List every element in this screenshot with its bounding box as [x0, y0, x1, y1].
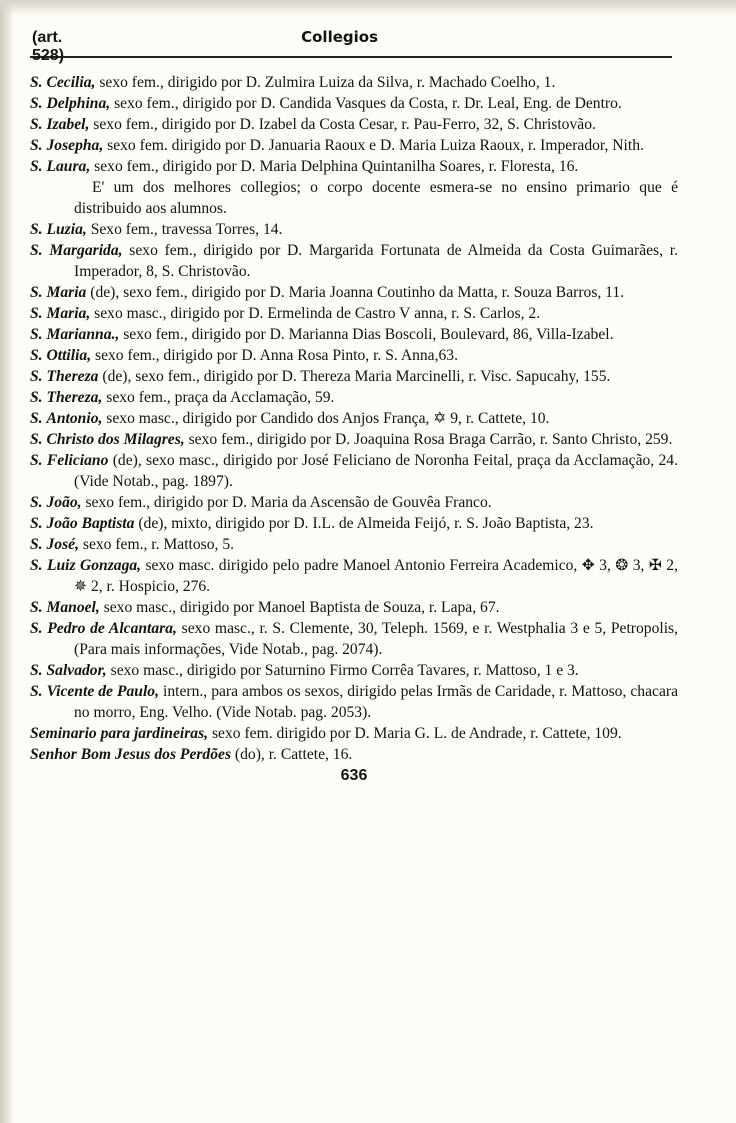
list-item: [30, 345, 678, 366]
college-name: Luzia,: [46, 221, 87, 238]
college-name: Margarida,: [49, 242, 123, 259]
college-name: Manoel,: [46, 599, 100, 616]
saint-abbreviation: S.: [30, 452, 43, 469]
college-details: sexo fem., dirigido por D. Maria da Ascensão de Gouvêa Franco.: [85, 494, 492, 511]
list-item: [30, 240, 678, 282]
scan-shadow-top: [0, 0, 736, 16]
college-name: Marianna.,: [46, 326, 120, 343]
college-name: Izabel,: [46, 116, 90, 133]
list-item: [30, 513, 678, 534]
college-details: (de), sexo fem., dirigido por D. Thereza Maria Marcinelli, r. Visc. Sapucahy, 155.: [102, 368, 611, 385]
college-details: sexo fem. dirigido por D. Januaria Raoux e D. Maria Luiza Raoux, r. Imperador, Nith.: [107, 137, 644, 154]
saint-abbreviation: S.: [30, 242, 43, 259]
college-name: Thereza: [46, 368, 99, 385]
college-name: Maria: [46, 284, 87, 301]
saint-abbreviation: S.: [30, 599, 43, 616]
list-item: [30, 114, 678, 135]
college-details: sexo fem., dirigido por D. Maria Delphina Quintanilha Soares, r. Floresta, 16.: [94, 158, 579, 175]
saint-abbreviation: S.: [30, 137, 43, 154]
saint-abbreviation: S.: [30, 557, 43, 574]
college-details: (de), sexo fem., dirigido por D. Maria Joanna Coutinho da Matta, r. Souza Barros, 11.: [90, 284, 625, 301]
saint-abbreviation: S.: [30, 410, 43, 427]
list-item: [30, 744, 678, 765]
section-title: Collegios: [301, 28, 378, 46]
college-details: sexo masc. dirigido pelo padre Manoel Antonio Ferreira Academico, ✥ 3, ❂ 3, ✠ 2, ✵ 2, r. Hospicio, 276.: [74, 557, 678, 595]
college-name: Senhor Bom Jesus dos Perdões: [30, 746, 232, 763]
college-details: sexo fem., dirigido por D. Joaquina Rosa Braga Carrão, r. Santo Christo, 259.: [188, 431, 673, 448]
college-name: Seminario para jardineiras,: [30, 725, 209, 742]
header-rule: [30, 56, 672, 58]
article-number: (art. 528): [32, 29, 65, 64]
college-details: (do), r. Cattete, 16.: [234, 746, 353, 763]
college-name: Antonio,: [46, 410, 103, 427]
entry-list: [30, 72, 678, 765]
list-item: [30, 93, 678, 114]
college-name: Feliciano: [46, 452, 109, 469]
list-item: [30, 555, 678, 597]
college-name: João,: [46, 494, 82, 511]
college-name: Josepha,: [46, 137, 104, 154]
saint-abbreviation: S.: [30, 536, 43, 553]
list-item: [30, 282, 678, 303]
college-details: sexo fem., dirigido por D. Marianna Dias Boscoli, Boulevard, 86, Villa-Izabel.: [123, 326, 614, 343]
page-number: 636: [340, 767, 368, 784]
college-name: Laura,: [46, 158, 91, 175]
saint-abbreviation: S.: [30, 389, 43, 406]
college-details: sexo fem. dirigido por D. Maria G. L. de Andrade, r. Cattete, 109.: [211, 725, 622, 742]
college-details: Sexo fem., travessa Torres, 14.: [90, 221, 283, 238]
college-details: sexo fem., dirigido por D. Izabel da Costa Cesar, r. Pau-Ferro, 32, S. Christovão.: [93, 116, 596, 133]
saint-abbreviation: S.: [30, 620, 43, 637]
saint-abbreviation: S.: [30, 221, 43, 238]
college-details: sexo fem., dirigido por D. Anna Rosa Pinto, r. S. Anna,63.: [95, 347, 458, 364]
list-item: [30, 597, 678, 618]
college-name: João Baptista: [46, 515, 135, 532]
saint-abbreviation: S.: [30, 326, 43, 343]
college-name: Cecilia,: [46, 74, 96, 91]
list-item: [30, 156, 678, 219]
saint-abbreviation: S.: [30, 74, 43, 91]
saint-abbreviation: S.: [30, 305, 43, 322]
college-name: Pedro de Alcantara,: [47, 620, 177, 637]
college-details: sexo fem., praça da Acclamação, 59.: [106, 389, 335, 406]
list-item: [30, 366, 678, 387]
college-details: sexo fem., dirigido por D. Zulmira Luiza da Silva, r. Machado Coelho, 1.: [99, 74, 556, 91]
list-item: [30, 534, 678, 555]
college-details: intern., para ambos os sexos, dirigido pelas Irmãs de Caridade, r. Mattoso, chacara no morro, Eng. Velho. (Vide Notab. pag. 2053).: [74, 683, 678, 721]
running-header: [30, 28, 678, 64]
list-item: [30, 387, 678, 408]
college-details: sexo masc., dirigido por D. Ermelinda de Castro V anna, r. S. Carlos, 2.: [94, 305, 541, 322]
list-item: [30, 135, 678, 156]
college-details: sexo fem., dirigido por D. Margarida Fortunata de Almeida da Costa Guimarães, r. Imperador, 8, S. Christovão.: [74, 242, 678, 280]
college-details: sexo masc., r. S. Clemente, 30, Teleph. 1569, e r. Westphalia 3 e 5, Petropolis, (Para mais informações, Vide Notab., pag. 2074).: [74, 620, 679, 658]
college-name: Delphina,: [46, 95, 111, 112]
saint-abbreviation: S.: [30, 116, 43, 133]
scan-shadow-left: [0, 0, 14, 1123]
saint-abbreviation: S.: [30, 368, 43, 385]
list-item: [30, 450, 678, 492]
list-item: [30, 429, 678, 450]
saint-abbreviation: S.: [30, 683, 43, 700]
saint-abbreviation: S.: [30, 347, 43, 364]
saint-abbreviation: S.: [30, 515, 43, 532]
list-item: [30, 723, 678, 744]
college-details: sexo fem., dirigido por D. Candida Vasques da Costa, r. Dr. Leal, Eng. de Dentro.: [114, 95, 622, 112]
college-name: Christo dos Milagres,: [46, 431, 185, 448]
list-item: [30, 408, 678, 429]
list-item: [30, 660, 678, 681]
saint-abbreviation: S.: [30, 284, 43, 301]
college-details: (de), mixto, dirigido por D. I.L. de Almeida Feijó, r. S. João Baptista, 23.: [138, 515, 594, 532]
college-details: sexo masc., dirigido por Manoel Baptista de Souza, r. Lapa, 67.: [103, 599, 500, 616]
list-item: [30, 303, 678, 324]
college-details: sexo masc., dirigido por Candido dos Anjos França, ✡ 9, r. Cattete, 10.: [106, 410, 550, 427]
saint-abbreviation: S.: [30, 431, 43, 448]
college-note: E' um dos melhores collegios; o corpo docente esmera-se no ensino primario que é distribuido aos alumnos.: [74, 179, 678, 217]
college-name: Vicente de Paulo,: [46, 683, 160, 700]
college-name: Thereza,: [46, 389, 103, 406]
saint-abbreviation: S.: [30, 494, 43, 511]
college-name: Maria,: [46, 305, 91, 322]
college-name: Salvador,: [46, 662, 107, 679]
college-details: sexo masc., dirigido por Saturnino Firmo Corrêa Tavares, r. Mattoso, 1 e 3.: [110, 662, 579, 679]
list-item: [30, 324, 678, 345]
list-item: [30, 72, 678, 93]
saint-abbreviation: S.: [30, 95, 43, 112]
college-name: Luiz Gonzaga,: [46, 557, 142, 574]
list-item: [30, 492, 678, 513]
college-name: Ottilia,: [46, 347, 92, 364]
college-details: (de), sexo masc., dirigido por José Feliciano de Noronha Feital, praça da Acclamação, 24. (Vide Notab., pag. 1897).: [74, 452, 678, 490]
saint-abbreviation: S.: [30, 158, 43, 175]
list-item: [30, 618, 678, 660]
college-details: sexo fem., r. Mattoso, 5.: [82, 536, 235, 553]
saint-abbreviation: S.: [30, 662, 43, 679]
list-item: [30, 219, 678, 240]
college-name: José,: [46, 536, 79, 553]
list-item: [30, 681, 678, 723]
